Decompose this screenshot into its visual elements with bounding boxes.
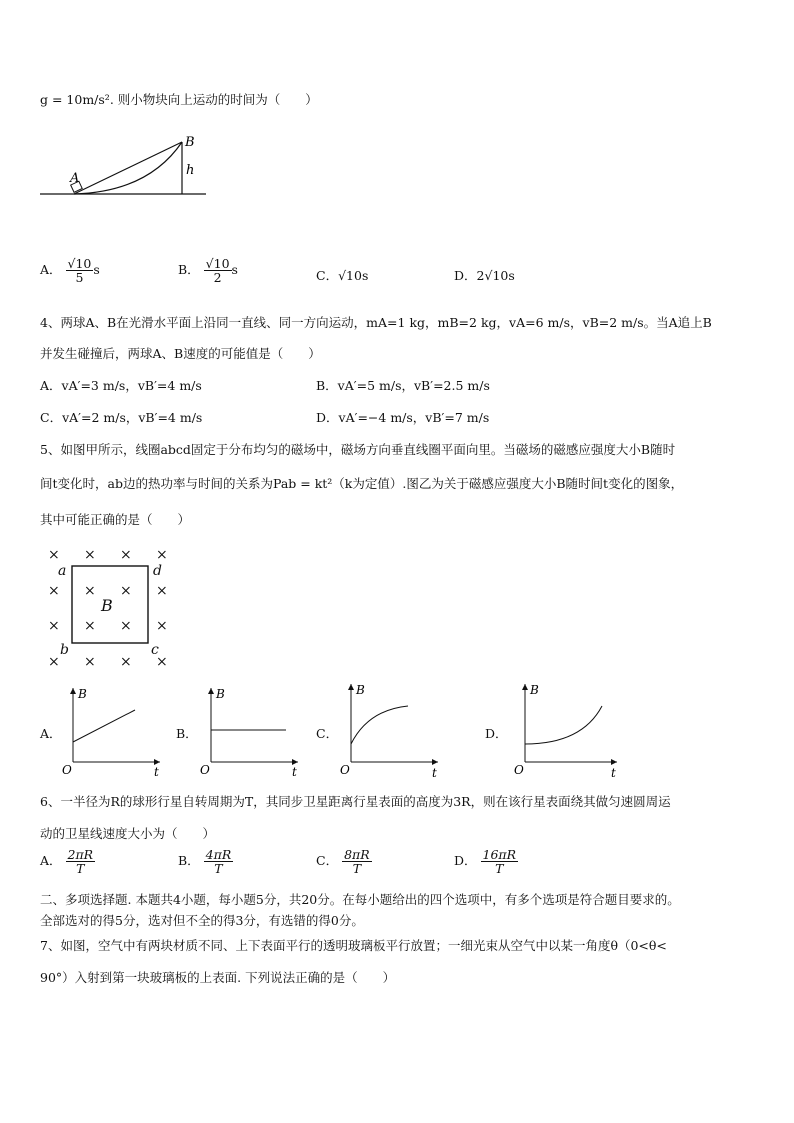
- svg-text:×: ×: [156, 583, 168, 599]
- svg-text:t: t: [292, 765, 297, 779]
- q6-line-1: 6、一半径为R的球形行星自转周期为T，其同步卫星距离行星表面的高度为3R，则在该行星表面绕其做匀速圆周运: [40, 794, 671, 809]
- q6-option-d[interactable]: D． $\frac{16\pi R}{T}$: [454, 847, 517, 877]
- label-h: h: [186, 163, 195, 178]
- svg-text:b: b: [60, 642, 69, 658]
- q5-option-b[interactable]: B．: [176, 726, 198, 741]
- label-b: B: [185, 135, 195, 150]
- svg-text:O: O: [62, 763, 72, 777]
- svg-text:×: ×: [120, 618, 132, 634]
- incline-figure: [38, 132, 208, 202]
- svg-text:t: t: [611, 766, 616, 779]
- svg-text:×: ×: [48, 654, 60, 670]
- svg-text:×: ×: [48, 547, 60, 563]
- q6-option-a[interactable]: A． $\frac{2\pi R}{T}$: [40, 847, 94, 877]
- svg-text:B: B: [530, 683, 539, 697]
- svg-text:×: ×: [156, 618, 168, 634]
- svg-text:O: O: [514, 763, 524, 777]
- q5-line-3: 其中可能正确的是（ ）: [40, 512, 191, 527]
- svg-text:×: ×: [84, 654, 96, 670]
- q5-option-d[interactable]: D．: [485, 726, 508, 741]
- svg-text:×: ×: [48, 618, 60, 634]
- section2-line-2: 全部选对的得5分，选对但不全的得3分，有选错的得0分。: [40, 913, 364, 928]
- svg-text:×: ×: [120, 583, 132, 599]
- svg-text:B: B: [356, 683, 365, 697]
- q3-option-d[interactable]: D．2√10s: [454, 268, 515, 283]
- graph-b: [198, 684, 308, 779]
- q6-line-2: 动的卫星线速度大小为（ ）: [40, 826, 216, 841]
- q3-option-c[interactable]: C．√10s: [316, 268, 369, 283]
- q4-option-b[interactable]: B．vA′=5 m/s，vB′=2.5 m/s: [316, 378, 490, 393]
- q7-line-1: 7、如图，空气中有两块材质不同、上下表面平行的透明玻璃板平行放置；一细光束从空气中以某一角度θ（0<θ<: [40, 938, 667, 953]
- coil-figure: [40, 540, 180, 670]
- svg-text:t: t: [154, 765, 159, 779]
- q4-option-d[interactable]: D．vA′=−4 m/s，vB′=7 m/s: [316, 410, 490, 425]
- q5-option-a[interactable]: A．: [40, 726, 62, 741]
- svg-text:O: O: [200, 763, 210, 777]
- svg-text:×: ×: [156, 547, 168, 563]
- svg-text:×: ×: [84, 618, 96, 634]
- q3-stem-tail: g = 10m/s². 则小物块向上运动的时间为（ ）: [40, 92, 318, 107]
- label-a: A: [70, 171, 80, 186]
- svg-text:×: ×: [120, 654, 132, 670]
- q3-option-a[interactable]: A． $\frac{√10}{5}$ s: [40, 256, 100, 286]
- section2-line-1: 二、多项选择题. 本题共4小题，每小题5分，共20分。在每小题给出的四个选项中，有多个选项是符合题目要求的。: [40, 892, 680, 907]
- svg-text:a: a: [58, 563, 67, 579]
- q6-option-c[interactable]: C． $\frac{8\pi R}{T}$: [316, 847, 370, 877]
- svg-text:×: ×: [156, 654, 168, 670]
- svg-text:B: B: [78, 687, 87, 701]
- svg-text:B: B: [216, 687, 225, 701]
- svg-text:t: t: [432, 766, 437, 779]
- svg-text:×: ×: [84, 547, 96, 563]
- q5-option-c[interactable]: C．: [316, 726, 339, 741]
- svg-text:c: c: [151, 642, 159, 658]
- graph-c: [338, 680, 448, 779]
- q5-line-2: 间t变化时，ab边的热功率与时间的关系为Pab = kt²（k为定值）.图乙为关于磁感应强度大小B随时间t变化的图象，: [40, 476, 684, 491]
- q5-line-1: 5、如图甲所示，线圈abcd固定于分布均匀的磁场中，磁场方向垂直线圈平面向里。当磁场的磁感应强度大小B随时: [40, 442, 676, 457]
- graph-d: [512, 680, 627, 779]
- q7-line-2: 90°）入射到第一块玻璃板的上表面. 下列说法正确的是（ ）: [40, 970, 396, 985]
- svg-text:×: ×: [84, 583, 96, 599]
- q6-option-b[interactable]: B． $\frac{4\pi R}{T}$: [178, 847, 232, 877]
- svg-text:×: ×: [48, 583, 60, 599]
- q4-line-1: 4、两球A、B在光滑水平面上沿同一直线、同一方向运动，mA=1 kg，mB=2 kg，vA=6 m/s，vB=2 m/s。当A追上B: [40, 315, 712, 330]
- graph-a: [60, 684, 170, 779]
- q4-option-c[interactable]: C．vA′=2 m/s，vB′=4 m/s: [40, 410, 203, 425]
- q4-line-2: 并发生碰撞后，两球A、B速度的可能值是（ ）: [40, 346, 321, 361]
- q4-option-a[interactable]: A．vA′=3 m/s，vB′=4 m/s: [40, 378, 202, 393]
- svg-text:B: B: [101, 596, 113, 615]
- q3-option-b[interactable]: B． $\frac{√10}{2}$ s: [178, 256, 238, 286]
- svg-text:O: O: [340, 763, 350, 777]
- svg-text:d: d: [153, 563, 162, 579]
- svg-text:×: ×: [120, 547, 132, 563]
